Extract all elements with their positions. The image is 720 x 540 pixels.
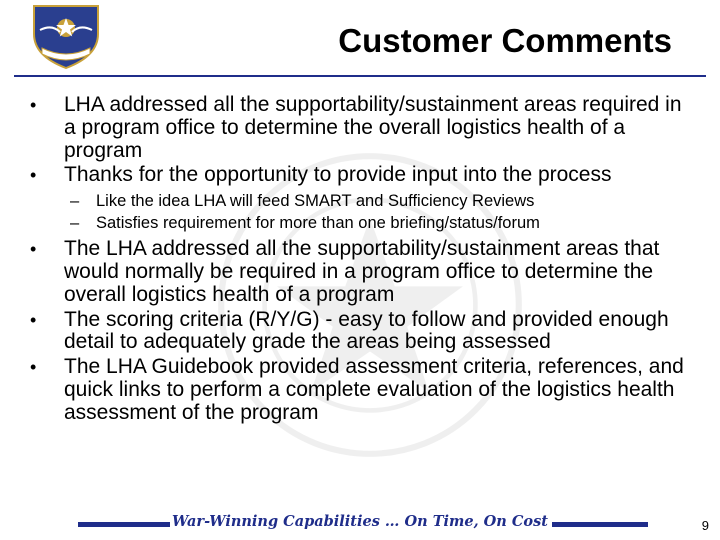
bullet-text: The LHA addressed all the supportability/sustainment areas that would normally be required in a program office to determine the overall logistics health of a program xyxy=(64,237,660,306)
en-dash-icon: – xyxy=(70,192,80,211)
sub-bullet-item xyxy=(26,190,698,212)
bullet-dot-icon: • xyxy=(30,309,37,330)
bullet-dot-icon: • xyxy=(30,357,37,378)
bullet-dot-icon: • xyxy=(30,239,37,260)
page-title: Customer Comments xyxy=(338,22,672,59)
page-number: 9 xyxy=(701,518,709,533)
bullet-text: The LHA Guidebook provided assessment criteria, references, and quick links to perform a complete evaluation of the logistics health assessment of the program xyxy=(64,355,684,424)
bullet-text: LHA addressed all the supportability/sustainment areas required in a program office to determine the overall logistics health of a program xyxy=(64,93,682,162)
afmc-shield-emblem-icon xyxy=(30,4,102,70)
footer-bar-right xyxy=(552,522,648,527)
footer-slogan: War-Winning Capabilities … On Time, On Cost xyxy=(172,513,548,530)
sub-bullet-list xyxy=(26,190,698,234)
bullet-dot-icon: • xyxy=(30,165,37,186)
sub-bullet-text: Satisfies requirement for more than one briefing/status/forum xyxy=(96,214,540,233)
bullet-item xyxy=(26,309,698,355)
sub-bullet-item xyxy=(26,212,698,234)
bullet-text: Thanks for the opportunity to provide input into the process xyxy=(64,163,612,187)
sub-bullet-text: Like the idea LHA will feed SMART and Sufficiency Reviews xyxy=(96,192,535,211)
bullet-item xyxy=(26,356,698,424)
bullet-text: The scoring criteria (R/Y/G) - easy to follow and provided enough detail to adequately grade the areas being assessed xyxy=(64,307,669,354)
bullet-item xyxy=(26,94,698,162)
title-divider xyxy=(14,75,706,77)
en-dash-icon: – xyxy=(70,214,80,233)
bullet-item xyxy=(26,238,698,306)
bullet-dot-icon: • xyxy=(30,95,37,115)
bullet-item xyxy=(26,164,698,187)
slide-content xyxy=(26,94,698,427)
footer-bar-left xyxy=(78,522,170,527)
